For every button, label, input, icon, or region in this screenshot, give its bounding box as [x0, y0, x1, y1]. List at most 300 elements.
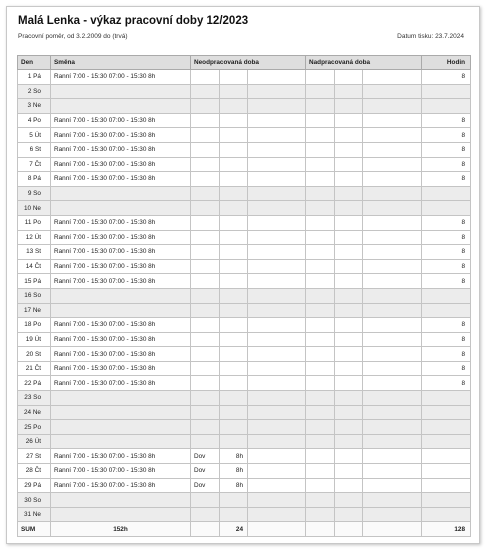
- overtime-value-cell: [335, 230, 363, 245]
- overtime-extra-cell: [363, 405, 422, 420]
- shift-cell: [51, 434, 191, 449]
- overtime-value-cell: [335, 128, 363, 143]
- shift-cell: [51, 288, 191, 303]
- overtime-type-cell: [306, 376, 335, 391]
- day-cell: 28 Čt: [18, 464, 51, 479]
- unworked-value-cell: [220, 318, 248, 333]
- table-row: [18, 303, 471, 318]
- unworked-extra-cell: [248, 288, 306, 303]
- overtime-value-cell: [335, 347, 363, 362]
- shift-cell: [51, 186, 191, 201]
- unworked-extra-cell: [248, 70, 306, 85]
- hours-cell: [422, 464, 471, 479]
- hours-cell: 8: [422, 332, 471, 347]
- overtime-value-cell: [335, 434, 363, 449]
- table-row: [18, 201, 471, 216]
- unworked-value-cell: [220, 507, 248, 522]
- table-row: [18, 99, 471, 114]
- overtime-type-cell: [306, 215, 335, 230]
- day-cell: 8 Pá: [18, 172, 51, 187]
- day-cell: 13 St: [18, 245, 51, 260]
- overtime-value-cell: [335, 391, 363, 406]
- table-row: [18, 70, 471, 85]
- unworked-value-cell: 8h: [220, 478, 248, 493]
- unworked-value-cell: [220, 99, 248, 114]
- overtime-extra-cell: [363, 172, 422, 187]
- sum-overtime-extra: [363, 522, 422, 537]
- overtime-value-cell: [335, 172, 363, 187]
- unworked-value-cell: [220, 201, 248, 216]
- unworked-type-cell: [191, 303, 220, 318]
- overtime-value-cell: [335, 493, 363, 508]
- shift-cell: Ranní 7:00 - 15:30 07:00 - 15:30 8h: [51, 332, 191, 347]
- table-row: [18, 449, 471, 464]
- hours-cell: 8: [422, 230, 471, 245]
- unworked-extra-cell: [248, 259, 306, 274]
- shift-cell: Ranní 7:00 - 15:30 07:00 - 15:30 8h: [51, 230, 191, 245]
- overtime-value-cell: [335, 99, 363, 114]
- overtime-type-cell: [306, 70, 335, 85]
- overtime-type-cell: [306, 318, 335, 333]
- unworked-type-cell: [191, 376, 220, 391]
- shift-cell: Ranní 7:00 - 15:30 07:00 - 15:30 8h: [51, 464, 191, 479]
- hours-cell: 8: [422, 215, 471, 230]
- sum-label: SUM: [18, 522, 51, 537]
- hours-cell: [422, 493, 471, 508]
- unworked-type-cell: Dov: [191, 464, 220, 479]
- table-body: [18, 70, 471, 522]
- header-unworked: Neodpracovaná doba: [191, 56, 306, 70]
- overtime-type-cell: [306, 405, 335, 420]
- overtime-extra-cell: [363, 376, 422, 391]
- shift-cell: Ranní 7:00 - 15:30 07:00 - 15:30 8h: [51, 376, 191, 391]
- overtime-value-cell: [335, 186, 363, 201]
- overtime-extra-cell: [363, 391, 422, 406]
- day-cell: 18 Po: [18, 318, 51, 333]
- overtime-extra-cell: [363, 303, 422, 318]
- overtime-type-cell: [306, 434, 335, 449]
- sum-overtime-value: [335, 522, 363, 537]
- unworked-type-cell: [191, 347, 220, 362]
- table-row: [18, 84, 471, 99]
- overtime-value-cell: [335, 215, 363, 230]
- hours-cell: [422, 405, 471, 420]
- overtime-value-cell: [335, 84, 363, 99]
- overtime-value-cell: [335, 303, 363, 318]
- overtime-type-cell: [306, 391, 335, 406]
- unworked-type-cell: [191, 318, 220, 333]
- unworked-extra-cell: [248, 215, 306, 230]
- overtime-type-cell: [306, 507, 335, 522]
- day-cell: 12 Út: [18, 230, 51, 245]
- unworked-value-cell: [220, 303, 248, 318]
- table-row: [18, 332, 471, 347]
- table-row: [18, 172, 471, 187]
- table-row: [18, 259, 471, 274]
- unworked-type-cell: [191, 172, 220, 187]
- header-shift: Směna: [51, 56, 191, 70]
- unworked-type-cell: [191, 128, 220, 143]
- table-row: [18, 376, 471, 391]
- unworked-extra-cell: [248, 128, 306, 143]
- day-cell: 27 St: [18, 449, 51, 464]
- overtime-extra-cell: [363, 113, 422, 128]
- hours-cell: 8: [422, 347, 471, 362]
- overtime-extra-cell: [363, 507, 422, 522]
- unworked-value-cell: 8h: [220, 449, 248, 464]
- overtime-type-cell: [306, 113, 335, 128]
- day-cell: 16 So: [18, 288, 51, 303]
- overtime-type-cell: [306, 157, 335, 172]
- overtime-extra-cell: [363, 230, 422, 245]
- day-cell: 19 Út: [18, 332, 51, 347]
- hours-cell: 8: [422, 70, 471, 85]
- shift-cell: [51, 493, 191, 508]
- sum-overtime-type: [306, 522, 335, 537]
- unworked-type-cell: [191, 142, 220, 157]
- unworked-type-cell: [191, 186, 220, 201]
- overtime-value-cell: [335, 376, 363, 391]
- unworked-type-cell: [191, 157, 220, 172]
- unworked-extra-cell: [248, 478, 306, 493]
- unworked-extra-cell: [248, 420, 306, 435]
- sum-unworked-type: [191, 522, 220, 537]
- unworked-extra-cell: [248, 347, 306, 362]
- unworked-type-cell: [191, 405, 220, 420]
- overtime-type-cell: [306, 230, 335, 245]
- unworked-type-cell: [191, 99, 220, 114]
- unworked-value-cell: [220, 405, 248, 420]
- unworked-extra-cell: [248, 99, 306, 114]
- overtime-value-cell: [335, 361, 363, 376]
- overtime-type-cell: [306, 347, 335, 362]
- overtime-type-cell: [306, 288, 335, 303]
- unworked-extra-cell: [248, 142, 306, 157]
- unworked-type-cell: [191, 274, 220, 289]
- shift-cell: Ranní 7:00 - 15:30 07:00 - 15:30 8h: [51, 172, 191, 187]
- hours-cell: 8: [422, 376, 471, 391]
- table-row: [18, 493, 471, 508]
- overtime-extra-cell: [363, 142, 422, 157]
- day-cell: 6 St: [18, 142, 51, 157]
- overtime-value-cell: [335, 288, 363, 303]
- unworked-extra-cell: [248, 318, 306, 333]
- overtime-type-cell: [306, 245, 335, 260]
- overtime-value-cell: [335, 142, 363, 157]
- hours-cell: [422, 449, 471, 464]
- day-cell: 17 Ne: [18, 303, 51, 318]
- unworked-extra-cell: [248, 245, 306, 260]
- header-hours: Hodin: [422, 56, 471, 70]
- overtime-value-cell: [335, 113, 363, 128]
- unworked-type-cell: [191, 84, 220, 99]
- hours-cell: [422, 186, 471, 201]
- overtime-type-cell: [306, 99, 335, 114]
- overtime-extra-cell: [363, 157, 422, 172]
- unworked-value-cell: [220, 215, 248, 230]
- shift-cell: [51, 201, 191, 216]
- hours-cell: 8: [422, 274, 471, 289]
- table-row: [18, 318, 471, 333]
- hours-cell: [422, 201, 471, 216]
- table-row: [18, 142, 471, 157]
- overtime-value-cell: [335, 332, 363, 347]
- shift-cell: Ranní 7:00 - 15:30 07:00 - 15:30 8h: [51, 215, 191, 230]
- day-cell: 31 Ne: [18, 507, 51, 522]
- day-cell: 25 Po: [18, 420, 51, 435]
- day-cell: 15 Pá: [18, 274, 51, 289]
- overtime-value-cell: [335, 201, 363, 216]
- overtime-type-cell: [306, 478, 335, 493]
- overtime-extra-cell: [363, 478, 422, 493]
- day-cell: 9 So: [18, 186, 51, 201]
- unworked-extra-cell: [248, 434, 306, 449]
- overtime-extra-cell: [363, 493, 422, 508]
- table-row: [18, 361, 471, 376]
- unworked-value-cell: [220, 288, 248, 303]
- overtime-extra-cell: [363, 361, 422, 376]
- sum-shift: 152h: [51, 522, 191, 537]
- unworked-value-cell: [220, 172, 248, 187]
- shift-cell: [51, 391, 191, 406]
- day-cell: 30 So: [18, 493, 51, 508]
- table-row: [18, 347, 471, 362]
- shift-cell: Ranní 7:00 - 15:30 07:00 - 15:30 8h: [51, 70, 191, 85]
- report-page: [6, 6, 480, 544]
- table-row: [18, 157, 471, 172]
- unworked-extra-cell: [248, 172, 306, 187]
- unworked-value-cell: [220, 70, 248, 85]
- hours-cell: 8: [422, 259, 471, 274]
- day-cell: 24 Ne: [18, 405, 51, 420]
- unworked-value-cell: [220, 332, 248, 347]
- hours-cell: [422, 99, 471, 114]
- shift-cell: Ranní 7:00 - 15:30 07:00 - 15:30 8h: [51, 449, 191, 464]
- unworked-value-cell: [220, 157, 248, 172]
- header-overtime: Nadpracovaná doba: [306, 56, 422, 70]
- overtime-value-cell: [335, 507, 363, 522]
- shift-cell: [51, 99, 191, 114]
- sum-unworked-value: 24: [220, 522, 248, 537]
- hours-cell: 8: [422, 245, 471, 260]
- overtime-type-cell: [306, 142, 335, 157]
- table-row: [18, 186, 471, 201]
- hours-cell: 8: [422, 157, 471, 172]
- table-row: [18, 420, 471, 435]
- shift-cell: Ranní 7:00 - 15:30 07:00 - 15:30 8h: [51, 157, 191, 172]
- overtime-type-cell: [306, 201, 335, 216]
- hours-cell: [422, 391, 471, 406]
- hours-cell: 8: [422, 172, 471, 187]
- unworked-value-cell: [220, 493, 248, 508]
- table-row: [18, 391, 471, 406]
- print-date: Datum tisku: 23.7.2024: [397, 33, 464, 40]
- unworked-extra-cell: [248, 186, 306, 201]
- overtime-type-cell: [306, 259, 335, 274]
- unworked-value-cell: [220, 420, 248, 435]
- unworked-type-cell: [191, 201, 220, 216]
- overtime-extra-cell: [363, 128, 422, 143]
- unworked-extra-cell: [248, 361, 306, 376]
- overtime-value-cell: [335, 449, 363, 464]
- overtime-extra-cell: [363, 347, 422, 362]
- unworked-type-cell: [191, 113, 220, 128]
- unworked-value-cell: [220, 434, 248, 449]
- unworked-value-cell: [220, 245, 248, 260]
- overtime-value-cell: [335, 157, 363, 172]
- unworked-value-cell: [220, 391, 248, 406]
- unworked-extra-cell: [248, 507, 306, 522]
- table-row: [18, 274, 471, 289]
- employment-info: Pracovní poměr, od 3.2.2009 do (trvá): [18, 33, 128, 40]
- day-cell: 26 Út: [18, 434, 51, 449]
- day-cell: 2 So: [18, 84, 51, 99]
- overtime-type-cell: [306, 332, 335, 347]
- unworked-value-cell: [220, 347, 248, 362]
- unworked-type-cell: [191, 507, 220, 522]
- overtime-extra-cell: [363, 215, 422, 230]
- day-cell: 21 Čt: [18, 361, 51, 376]
- overtime-extra-cell: [363, 201, 422, 216]
- day-cell: 23 So: [18, 391, 51, 406]
- hours-cell: [422, 507, 471, 522]
- unworked-type-cell: [191, 230, 220, 245]
- hours-cell: [422, 288, 471, 303]
- unworked-extra-cell: [248, 113, 306, 128]
- shift-cell: [51, 420, 191, 435]
- day-cell: 20 St: [18, 347, 51, 362]
- day-cell: 11 Po: [18, 215, 51, 230]
- overtime-extra-cell: [363, 449, 422, 464]
- hours-cell: 8: [422, 113, 471, 128]
- unworked-value-cell: [220, 230, 248, 245]
- hours-cell: 8: [422, 361, 471, 376]
- unworked-value-cell: 8h: [220, 464, 248, 479]
- unworked-type-cell: [191, 215, 220, 230]
- overtime-type-cell: [306, 449, 335, 464]
- shift-cell: Ranní 7:00 - 15:30 07:00 - 15:30 8h: [51, 478, 191, 493]
- unworked-type-cell: [191, 332, 220, 347]
- hours-cell: [422, 84, 471, 99]
- sum-unworked-extra: [248, 522, 306, 537]
- shift-cell: [51, 303, 191, 318]
- table-row: [18, 507, 471, 522]
- unworked-extra-cell: [248, 332, 306, 347]
- table-row: [18, 215, 471, 230]
- unworked-extra-cell: [248, 464, 306, 479]
- unworked-value-cell: [220, 259, 248, 274]
- table-row: [18, 434, 471, 449]
- unworked-value-cell: [220, 113, 248, 128]
- day-cell: 29 Pá: [18, 478, 51, 493]
- unworked-value-cell: [220, 186, 248, 201]
- overtime-extra-cell: [363, 434, 422, 449]
- unworked-extra-cell: [248, 376, 306, 391]
- overtime-extra-cell: [363, 332, 422, 347]
- timesheet-table: [17, 55, 471, 537]
- table-row: [18, 230, 471, 245]
- hours-cell: 8: [422, 142, 471, 157]
- unworked-value-cell: [220, 274, 248, 289]
- overtime-value-cell: [335, 405, 363, 420]
- unworked-value-cell: [220, 84, 248, 99]
- unworked-extra-cell: [248, 391, 306, 406]
- unworked-type-cell: [191, 391, 220, 406]
- shift-cell: Ranní 7:00 - 15:30 07:00 - 15:30 8h: [51, 274, 191, 289]
- overtime-extra-cell: [363, 274, 422, 289]
- unworked-type-cell: [191, 288, 220, 303]
- overtime-value-cell: [335, 318, 363, 333]
- unworked-value-cell: [220, 128, 248, 143]
- overtime-extra-cell: [363, 245, 422, 260]
- overtime-extra-cell: [363, 420, 422, 435]
- day-cell: 7 Čt: [18, 157, 51, 172]
- overtime-type-cell: [306, 128, 335, 143]
- unworked-type-cell: [191, 493, 220, 508]
- overtime-type-cell: [306, 493, 335, 508]
- overtime-extra-cell: [363, 99, 422, 114]
- unworked-extra-cell: [248, 449, 306, 464]
- overtime-type-cell: [306, 84, 335, 99]
- table-row: [18, 128, 471, 143]
- overtime-extra-cell: [363, 84, 422, 99]
- shift-cell: Ranní 7:00 - 15:30 07:00 - 15:30 8h: [51, 347, 191, 362]
- unworked-extra-cell: [248, 230, 306, 245]
- day-cell: 3 Ne: [18, 99, 51, 114]
- unworked-type-cell: [191, 245, 220, 260]
- overtime-value-cell: [335, 464, 363, 479]
- day-cell: 22 Pá: [18, 376, 51, 391]
- unworked-extra-cell: [248, 405, 306, 420]
- report-title: Malá Lenka - výkaz pracovní doby 12/2023: [18, 15, 249, 27]
- day-cell: 10 Ne: [18, 201, 51, 216]
- unworked-type-cell: [191, 434, 220, 449]
- overtime-type-cell: [306, 420, 335, 435]
- hours-cell: [422, 434, 471, 449]
- overtime-value-cell: [335, 274, 363, 289]
- overtime-type-cell: [306, 186, 335, 201]
- overtime-extra-cell: [363, 186, 422, 201]
- day-cell: 5 Út: [18, 128, 51, 143]
- unworked-type-cell: Dov: [191, 449, 220, 464]
- overtime-type-cell: [306, 172, 335, 187]
- overtime-extra-cell: [363, 288, 422, 303]
- shift-cell: [51, 507, 191, 522]
- unworked-type-cell: [191, 420, 220, 435]
- unworked-extra-cell: [248, 303, 306, 318]
- unworked-value-cell: [220, 142, 248, 157]
- shift-cell: [51, 405, 191, 420]
- table-header-row: [18, 56, 471, 70]
- unworked-extra-cell: [248, 84, 306, 99]
- table-row: [18, 478, 471, 493]
- overtime-value-cell: [335, 259, 363, 274]
- day-cell: 1 Pá: [18, 70, 51, 85]
- overtime-extra-cell: [363, 318, 422, 333]
- overtime-type-cell: [306, 361, 335, 376]
- overtime-extra-cell: [363, 70, 422, 85]
- overtime-type-cell: [306, 274, 335, 289]
- sum-hours: 128: [422, 522, 471, 537]
- overtime-type-cell: [306, 464, 335, 479]
- hours-cell: [422, 303, 471, 318]
- hours-cell: 8: [422, 128, 471, 143]
- shift-cell: [51, 84, 191, 99]
- shift-cell: Ranní 7:00 - 15:30 07:00 - 15:30 8h: [51, 128, 191, 143]
- unworked-extra-cell: [248, 201, 306, 216]
- shift-cell: Ranní 7:00 - 15:30 07:00 - 15:30 8h: [51, 259, 191, 274]
- unworked-extra-cell: [248, 493, 306, 508]
